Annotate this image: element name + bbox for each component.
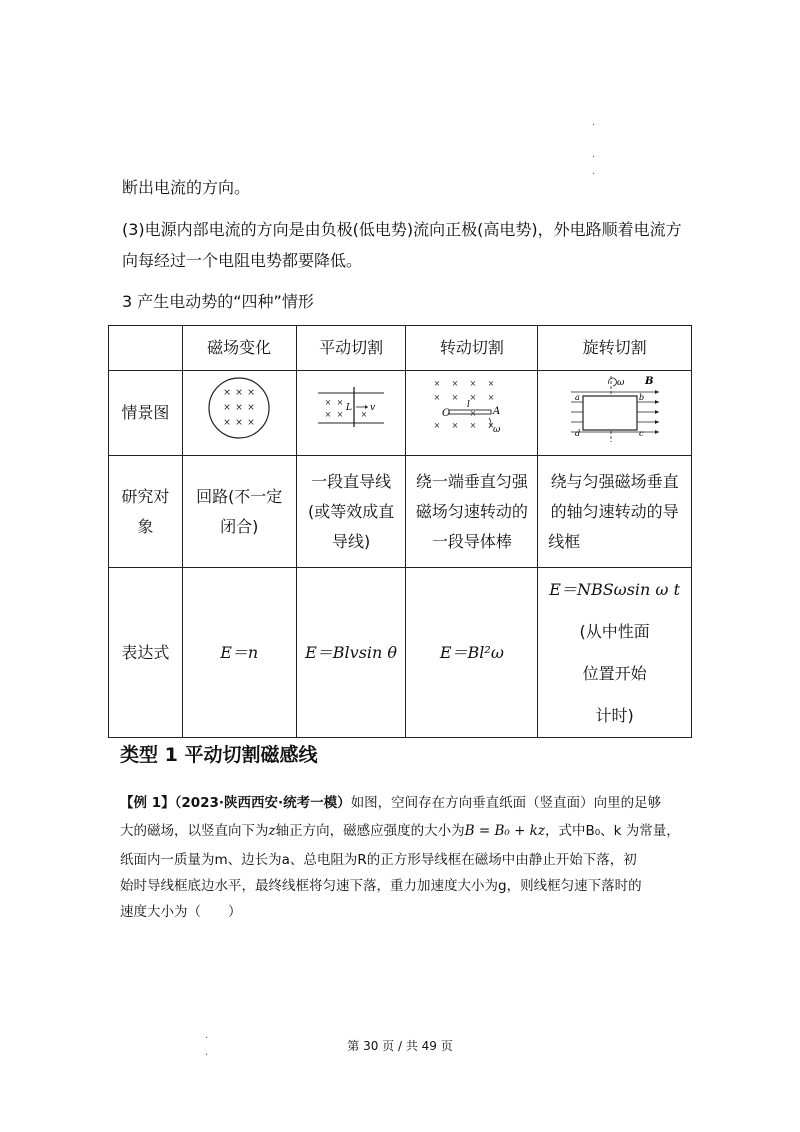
expression-cell: E＝Bl²ω [406, 568, 538, 738]
expression-cell: E＝NBSωsin ω t (从中性面 位置开始 计时) [538, 568, 692, 738]
svg-text:×: × [223, 403, 231, 413]
paragraph-1: 断出电流的方向。 [122, 178, 251, 197]
svg-text:×: × [324, 410, 332, 419]
header-cell: 旋转切割 [538, 326, 692, 371]
corner-a: a [574, 393, 580, 402]
svg-text:×: × [360, 410, 368, 419]
svg-text:×: × [223, 418, 231, 428]
field-label: B [644, 376, 654, 387]
svg-text:×: × [433, 421, 441, 430]
margin-dot: . [205, 1030, 209, 1041]
pivot-label: O [441, 408, 451, 419]
diagram-cell [182, 371, 296, 456]
margin-dot: . [205, 1047, 209, 1058]
svg-text:×: × [247, 388, 255, 398]
margin-dot: . [592, 149, 596, 160]
section-title: 3 产生电动势的“四种”情形 [122, 292, 314, 311]
svg-text:×: × [247, 403, 255, 413]
paragraph-2-line-1: (3)电源内部电流的方向是由负极(低电势)流向正极(高电势)，外电路顺着电流方 [122, 220, 682, 239]
svg-text:×: × [469, 421, 477, 430]
svg-text:×: × [433, 379, 441, 388]
svg-text:×: × [469, 409, 477, 418]
spin-cut-diagram [567, 372, 663, 444]
svg-text:×: × [235, 403, 243, 413]
svg-text:×: × [451, 393, 459, 402]
table-row-diagram [109, 371, 692, 456]
diagram-cell [296, 371, 406, 456]
row-label: 表达式 [109, 568, 183, 738]
row-label: 情景图 [109, 371, 183, 456]
svg-text:×: × [336, 410, 344, 419]
svg-text:×: × [223, 388, 231, 398]
velocity-label: v [370, 403, 376, 413]
header-cell: 转动切割 [406, 326, 538, 371]
table-row-object [109, 456, 692, 568]
object-cell: 绕与匀强磁场垂直 的轴匀速转动的导 线框 [538, 456, 692, 568]
svg-text:×: × [324, 398, 332, 407]
length-label: L [346, 403, 353, 413]
svg-text:×: × [235, 418, 243, 428]
corner-d: d [574, 429, 580, 438]
example-line-2: 大的磁场，以竖直向下为z轴正方向，磁感应强度的大小为B = B₀ + kz，式中B₀、k 为常量， [120, 823, 680, 839]
type-heading: 类型 1 平动切割磁感线 [120, 744, 318, 766]
header-cell: 磁场变化 [182, 326, 296, 371]
svg-text:×: × [487, 393, 495, 402]
translation-cut-diagram [316, 383, 386, 433]
angular-velocity-label: ω [492, 425, 501, 435]
table-header-row [109, 326, 692, 371]
object-cell: 回路(不一定 闭合) [182, 456, 296, 568]
spin-omega-label: ω [616, 378, 624, 388]
svg-text:×: × [235, 388, 243, 398]
svg-text:×: × [247, 418, 255, 428]
table-row-expression [109, 568, 692, 738]
margin-dot: . [592, 117, 596, 128]
object-cell: 绕一端垂直匀强 磁场匀速转动的 一段导体棒 [406, 456, 538, 568]
example-line-1: 【例 1】（2023·陕西西安·统考一模）如图，空间存在方向垂直纸面（竖直面）向里的足够 [120, 795, 662, 811]
example-tag: 【例 1】 [120, 795, 175, 811]
corner-c: c [638, 429, 644, 438]
example-line-5: 速度大小为（ ） [120, 904, 242, 920]
diagram-cell [406, 371, 538, 456]
emf-cases-table [108, 325, 692, 738]
svg-text:×: × [433, 393, 441, 402]
svg-text:×: × [336, 398, 344, 407]
margin-dot: . [592, 166, 596, 177]
rotation-cut-diagram [427, 376, 517, 440]
svg-text:×: × [487, 421, 495, 430]
rod-end-label: A [492, 406, 501, 417]
example-source: （2023·陕西西安·统考一模） [174, 795, 351, 811]
row-label: 研究对 象 [109, 456, 183, 568]
diagram-cell [538, 371, 692, 456]
expression-cell: E＝Blvsin θ [296, 568, 406, 738]
svg-text:×: × [487, 379, 495, 388]
svg-text:×: × [469, 393, 477, 402]
corner-b: b [638, 393, 644, 402]
header-cell-empty [109, 326, 183, 371]
field-change-diagram [189, 373, 289, 443]
page-footer: 第 30 页 / 共 49 页 [347, 1039, 453, 1053]
svg-text:×: × [451, 379, 459, 388]
expression-cell: E＝n [182, 568, 296, 738]
example-line-4: 始时导线框底边水平，最终线框将匀速下落，重力加速度大小为g，则线框匀速下落时的 [120, 878, 642, 894]
example-line-3: 纸面内一质量为m、边长为a、总电阻为R的正方形导线框在磁场中由静止开始下落，初 [120, 852, 637, 868]
rod-length-label: l [466, 400, 470, 410]
svg-text:×: × [451, 421, 459, 430]
paragraph-2-line-2: 向每经过一个电阻电势都要降低。 [122, 251, 363, 270]
object-cell: 一段直导线 (或等效成直 导线) [296, 456, 406, 568]
header-cell: 平动切割 [296, 326, 406, 371]
svg-text:×: × [469, 379, 477, 388]
